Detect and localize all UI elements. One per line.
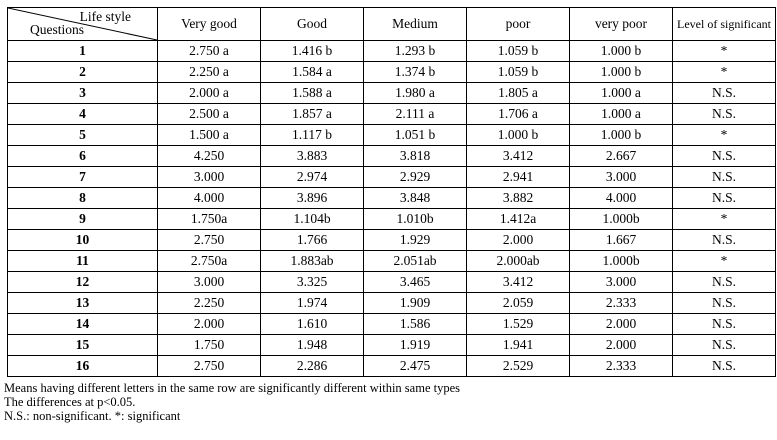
value-cell: N.S. <box>673 167 776 188</box>
value-cell: 1.586 <box>364 314 467 335</box>
value-cell: 3.000 <box>570 272 673 293</box>
table-row <box>8 251 776 272</box>
value-cell: 3.325 <box>261 272 364 293</box>
footnote-line-1: Means having different letters in the same row are significantly different within same types <box>4 381 460 395</box>
value-cell: 2.286 <box>261 356 364 377</box>
value-cell: 3.000 <box>158 167 261 188</box>
value-cell: 1.974 <box>261 293 364 314</box>
value-cell: * <box>673 41 776 62</box>
value-cell: 1.929 <box>364 230 467 251</box>
value-cell: N.S. <box>673 83 776 104</box>
value-cell: N.S. <box>673 272 776 293</box>
question-number-cell: 9 <box>8 209 158 230</box>
table-row <box>8 272 776 293</box>
table-row <box>8 293 776 314</box>
value-cell: 2.000 <box>158 314 261 335</box>
value-cell: 2.333 <box>570 293 673 314</box>
value-cell: 1.667 <box>570 230 673 251</box>
value-cell: 3.896 <box>261 188 364 209</box>
value-cell: 1.000 b <box>467 125 570 146</box>
question-number-cell: 15 <box>8 335 158 356</box>
lifestyle-significance-table <box>7 7 776 377</box>
value-cell: 4.000 <box>570 188 673 209</box>
value-cell: 1.059 b <box>467 62 570 83</box>
value-cell: * <box>673 62 776 83</box>
value-cell: 2.059 <box>467 293 570 314</box>
value-cell: 1.750a <box>158 209 261 230</box>
column-header-poor: poor <box>467 8 570 41</box>
question-number-cell: 14 <box>8 314 158 335</box>
value-cell: 1.000b <box>570 209 673 230</box>
value-cell: 1.805 a <box>467 83 570 104</box>
footnote-line-3: N.S.: non-significant. *: significant <box>4 409 181 423</box>
value-cell: 2.750 <box>158 230 261 251</box>
question-number-cell: 7 <box>8 167 158 188</box>
value-cell: 2.111 a <box>364 104 467 125</box>
question-number-cell: 3 <box>8 83 158 104</box>
value-cell: N.S. <box>673 335 776 356</box>
question-number-cell: 6 <box>8 146 158 167</box>
value-cell: 1.000 a <box>570 104 673 125</box>
value-cell: N.S. <box>673 293 776 314</box>
table-row <box>8 104 776 125</box>
question-number-cell: 16 <box>8 356 158 377</box>
value-cell: 1.766 <box>261 230 364 251</box>
value-cell: 2.974 <box>261 167 364 188</box>
value-cell: 2.750a <box>158 251 261 272</box>
value-cell: 1.000 b <box>570 125 673 146</box>
value-cell: 1.000b <box>570 251 673 272</box>
value-cell: N.S. <box>673 314 776 335</box>
table-row <box>8 167 776 188</box>
value-cell: 1.500 a <box>158 125 261 146</box>
value-cell: 1.293 b <box>364 41 467 62</box>
value-cell: 1.941 <box>467 335 570 356</box>
table-row <box>8 83 776 104</box>
value-cell: 1.010b <box>364 209 467 230</box>
value-cell: 1.529 <box>467 314 570 335</box>
corner-label-questions: Questions <box>30 22 84 37</box>
value-cell: 2.000 <box>467 230 570 251</box>
question-number-cell: 10 <box>8 230 158 251</box>
table-row <box>8 230 776 251</box>
value-cell: 2.475 <box>364 356 467 377</box>
footnote-line-2: The differences at p<0.05. <box>4 395 136 409</box>
question-number-cell: 4 <box>8 104 158 125</box>
column-header-very-poor: very poor <box>570 8 673 41</box>
value-cell: 2.750 a <box>158 41 261 62</box>
value-cell: N.S. <box>673 104 776 125</box>
value-cell: 1.117 b <box>261 125 364 146</box>
value-cell: 2.000 <box>570 335 673 356</box>
value-cell: 1.104b <box>261 209 364 230</box>
value-cell: 1.059 b <box>467 41 570 62</box>
value-cell: 2.667 <box>570 146 673 167</box>
value-cell: * <box>673 251 776 272</box>
value-cell: 2.250 a <box>158 62 261 83</box>
value-cell: 1.980 a <box>364 83 467 104</box>
value-cell: 1.750 <box>158 335 261 356</box>
table-row <box>8 335 776 356</box>
value-cell: 4.250 <box>158 146 261 167</box>
value-cell: 1.584 a <box>261 62 364 83</box>
value-cell: 2.000 a <box>158 83 261 104</box>
value-cell: 3.412 <box>467 272 570 293</box>
value-cell: 4.000 <box>158 188 261 209</box>
value-cell: 1.000 a <box>570 83 673 104</box>
value-cell: 1.610 <box>261 314 364 335</box>
column-header-medium: Medium <box>364 8 467 41</box>
value-cell: 2.000 <box>570 314 673 335</box>
value-cell: N.S. <box>673 146 776 167</box>
value-cell: 1.919 <box>364 335 467 356</box>
question-number-cell: 8 <box>8 188 158 209</box>
value-cell: 3.882 <box>467 188 570 209</box>
value-cell: 1.000 b <box>570 62 673 83</box>
column-header-good: Good <box>261 8 364 41</box>
table-row <box>8 146 776 167</box>
value-cell: N.S. <box>673 356 776 377</box>
table-row <box>8 62 776 83</box>
question-number-cell: 12 <box>8 272 158 293</box>
table-row <box>8 188 776 209</box>
table-row <box>8 314 776 335</box>
value-cell: * <box>673 209 776 230</box>
value-cell: 1.909 <box>364 293 467 314</box>
question-number-cell: 5 <box>8 125 158 146</box>
corner-header-cell <box>8 8 158 41</box>
value-cell: 2.941 <box>467 167 570 188</box>
value-cell: 1.588 a <box>261 83 364 104</box>
data-table <box>7 7 776 377</box>
table-row <box>8 41 776 62</box>
table-row <box>8 125 776 146</box>
value-cell: 3.000 <box>570 167 673 188</box>
value-cell: 1.883ab <box>261 251 364 272</box>
value-cell: 1.374 b <box>364 62 467 83</box>
value-cell: 3.412 <box>467 146 570 167</box>
value-cell: 2.333 <box>570 356 673 377</box>
value-cell: 2.051ab <box>364 251 467 272</box>
value-cell: 1.412a <box>467 209 570 230</box>
value-cell: 1.416 b <box>261 41 364 62</box>
column-header-very-good: Very good <box>158 8 261 41</box>
value-cell: 3.818 <box>364 146 467 167</box>
value-cell: 3.465 <box>364 272 467 293</box>
question-number-cell: 11 <box>8 251 158 272</box>
value-cell: N.S. <box>673 230 776 251</box>
value-cell: 2.500 a <box>158 104 261 125</box>
header-row <box>8 8 776 41</box>
value-cell: 1.948 <box>261 335 364 356</box>
value-cell: 1.857 a <box>261 104 364 125</box>
value-cell: N.S. <box>673 188 776 209</box>
value-cell: 3.000 <box>158 272 261 293</box>
value-cell: 3.883 <box>261 146 364 167</box>
table-body <box>8 41 776 377</box>
value-cell: 3.848 <box>364 188 467 209</box>
value-cell: 2.929 <box>364 167 467 188</box>
question-number-cell: 1 <box>8 41 158 62</box>
value-cell: * <box>673 125 776 146</box>
value-cell: 2.250 <box>158 293 261 314</box>
value-cell: 1.000 b <box>570 41 673 62</box>
corner-label-lifestyle: Life style <box>79 9 131 24</box>
question-number-cell: 2 <box>8 62 158 83</box>
value-cell: 2.529 <box>467 356 570 377</box>
footnotes <box>4 381 460 423</box>
table-row <box>8 209 776 230</box>
value-cell: 1.051 b <box>364 125 467 146</box>
value-cell: 1.706 a <box>467 104 570 125</box>
column-header-level-of-significant: Level of significant <box>673 8 776 41</box>
question-number-cell: 13 <box>8 293 158 314</box>
table-row <box>8 356 776 377</box>
value-cell: 2.750 <box>158 356 261 377</box>
value-cell: 2.000ab <box>467 251 570 272</box>
